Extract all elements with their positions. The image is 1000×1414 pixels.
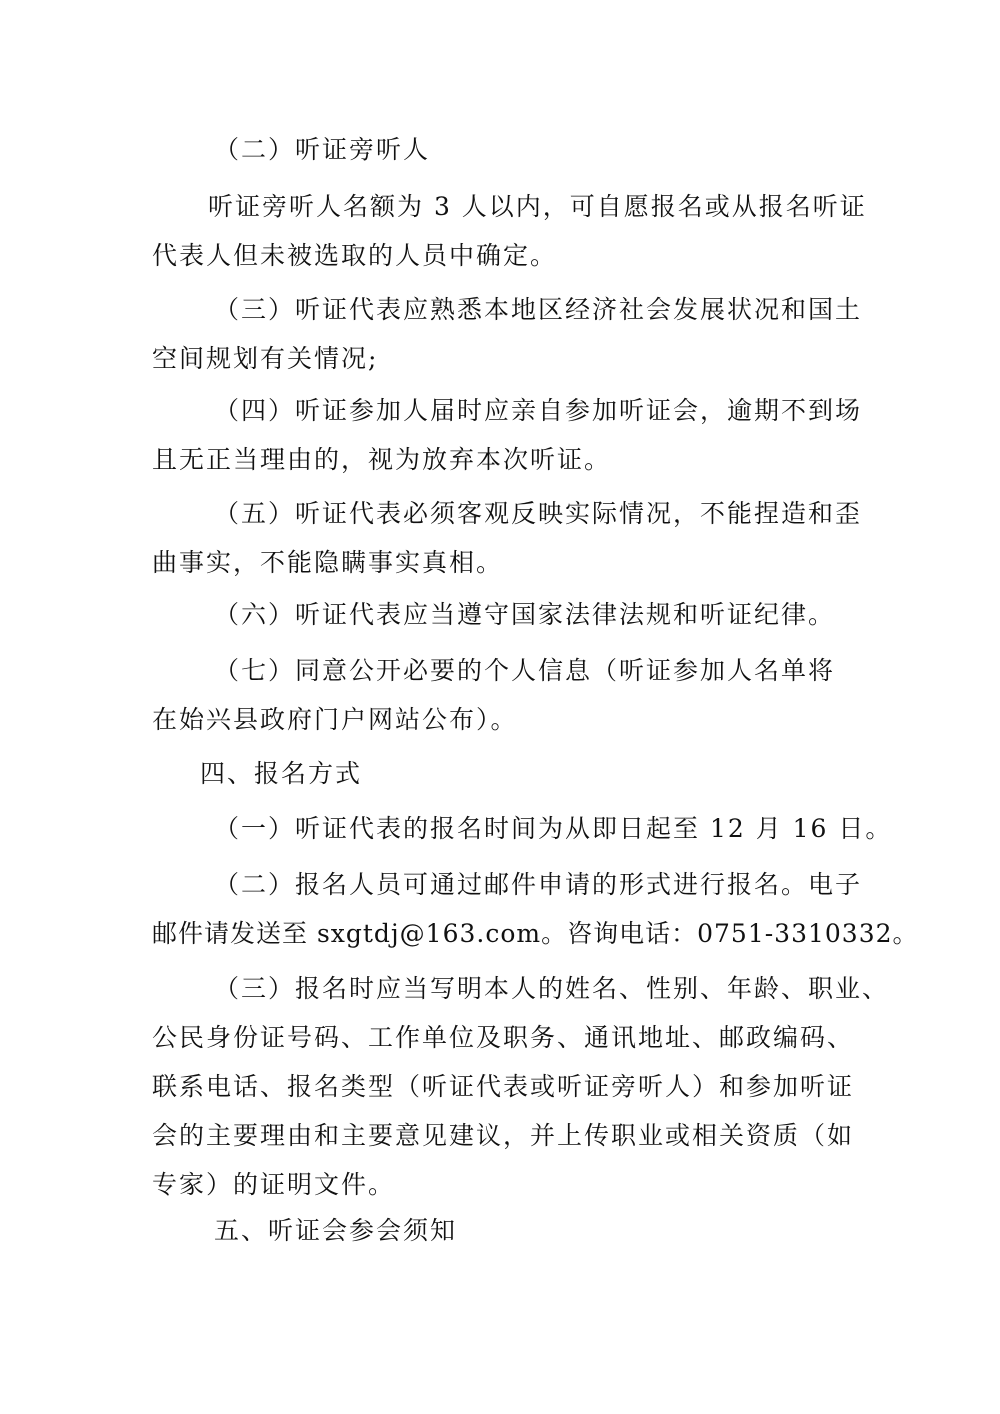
text-line: （四）听证参加人届时应亲自参加听证会，逾期不到场 — [214, 396, 863, 425]
paragraph-registration-time — [152, 804, 893, 853]
text-line: （一）听证代表的报名时间为从即日起至 12 月 16 日。 — [214, 814, 893, 843]
paragraph-audience-quota — [152, 182, 867, 280]
text-line: 专家）的证明文件。 — [152, 1170, 396, 1199]
section-heading-meeting-notice — [214, 1206, 914, 1255]
text-line: （三）听证代表应熟悉本地区经济社会发展状况和国土 — [214, 295, 863, 324]
paragraph-item-7 — [152, 646, 852, 744]
text-line: （二）听证旁听人 — [214, 135, 431, 164]
text-line: 听证旁听人名额为 3 人以内，可自愿报名或从报名听证 — [208, 192, 867, 221]
paragraph-item-5 — [152, 489, 863, 587]
text-line: （三）报名时应当写明本人的姓名、性别、年龄、职业、 — [214, 974, 890, 1003]
text-line: （五）听证代表必须客观反映实际情况，不能捏造和歪 — [214, 499, 863, 528]
subheading-audience — [214, 125, 914, 174]
paragraph-registration-email — [152, 860, 919, 958]
paragraph-registration-requirements — [152, 964, 890, 1209]
text-line: 曲事实，不能隐瞒事实真相。 — [152, 548, 504, 577]
text-line: 五、听证会参会须知 — [214, 1216, 458, 1245]
text-line: 空间规划有关情况; — [152, 344, 379, 373]
text-line: 且无正当理由的，视为放弃本次听证。 — [152, 445, 612, 474]
text-line: 代表人但未被选取的人员中确定。 — [152, 241, 558, 270]
paragraph-item-3 — [152, 285, 863, 383]
paragraph-item-4 — [152, 386, 863, 484]
text-line: 会的主要理由和主要意见建议，并上传职业或相关资质（如 — [152, 1121, 855, 1150]
text-line: （六）听证代表应当遵守国家法律法规和听证纪律。 — [214, 600, 836, 629]
text-line: （二）报名人员可通过邮件申请的形式进行报名。电子 — [214, 870, 863, 899]
text-line: 四、报名方式 — [200, 759, 363, 788]
text-line: 联系电话、报名类型（听证代表或听证旁听人）和参加听证 — [152, 1072, 855, 1101]
text-line: 邮件请发送至 sxgtdj@163.com。咨询电话：0751-3310332。 — [152, 919, 919, 948]
section-heading-registration — [200, 749, 900, 798]
paragraph-item-6 — [152, 590, 852, 639]
text-line: 在始兴县政府门户网站公布）。 — [152, 705, 518, 734]
text-line: 公民身份证号码、工作单位及职务、通讯地址、邮政编码、 — [152, 1023, 855, 1052]
text-line: （七）同意公开必要的个人信息（听证参加人名单将 — [214, 656, 836, 685]
